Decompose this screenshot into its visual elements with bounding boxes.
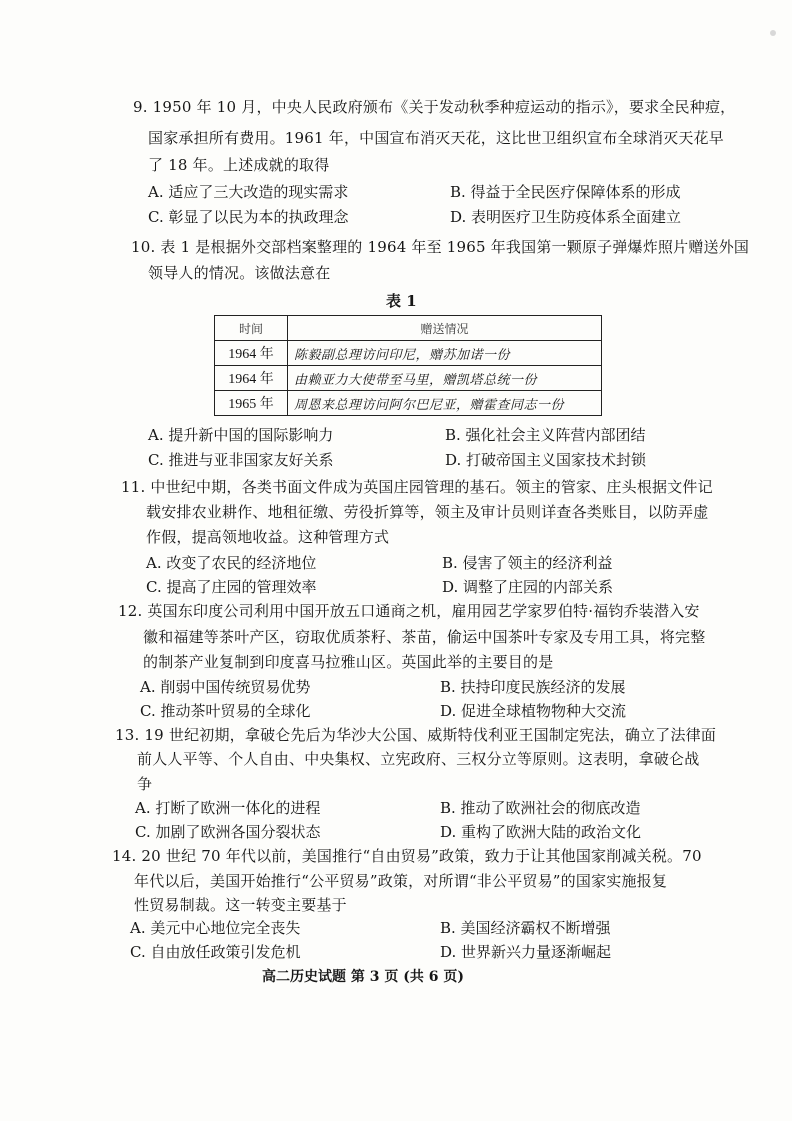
q13-line-1: 13. 19 世纪初期，拿破仑先后为华沙大公国、威斯特伐利亚王国制定宪法，确立了法律面 (115, 726, 717, 744)
q11-line-2: 载安排农业耕作、地租征缴、劳役折算等，领主及审计员则详查各类账目，以防弄虚 (146, 503, 709, 521)
q12-line-1: 12. 英国东印度公司利用中国开放五口通商之机，雇用园艺学家罗伯特·福钧乔装潜入安 (118, 602, 700, 620)
table-header-cell: 时间 (215, 316, 288, 341)
q12-option-b: B. 扶持印度民族经济的发展 (440, 678, 626, 696)
table-title: 表 1 (386, 292, 417, 310)
q10-option-d: D. 打破帝国主义国家技术封锁 (445, 451, 647, 469)
gift-table (214, 315, 602, 416)
q14-line-3: 性贸易制裁。这一转变主要基于 (134, 896, 347, 914)
q9-line-2: 国家承担所有费用。1961 年，中国宣布消灭天花，这比世卫组织宣布全球消灭天花早 (148, 129, 724, 147)
q10-option-c: C. 推进与亚非国家友好关系 (148, 451, 334, 469)
q12-option-a: A. 削弱中国传统贸易优势 (140, 678, 311, 696)
q9-line-3: 了 18 年。上述成就的取得 (148, 156, 330, 174)
table-row (215, 341, 602, 366)
q13-option-b: B. 推动了欧洲社会的彻底改造 (440, 799, 641, 817)
q13-option-c: C. 加剧了欧洲各国分裂状态 (135, 823, 321, 841)
q11-option-c: C. 提高了庄园的管理效率 (146, 578, 317, 596)
q13-option-a: A. 打断了欧洲一体化的进程 (135, 799, 321, 817)
q14-option-b: B. 美国经济霸权不断增强 (440, 919, 611, 937)
q12-line-3: 的制茶产业复制到印度喜马拉雅山区。英国此举的主要目的是 (143, 653, 554, 671)
q11-option-a: A. 改变了农民的经济地位 (146, 554, 317, 572)
q14-option-a: A. 美元中心地位完全丧失 (130, 919, 301, 937)
q14-line-1: 14. 20 世纪 70 年代以前，美国推行“自由贸易”政策，致力于让其他国家削减关税。70 (112, 847, 702, 865)
q9-option-d: D. 表明医疗卫生防疫体系全面建立 (450, 208, 682, 226)
q14-option-d: D. 世界新兴力量逐渐崛起 (440, 943, 612, 961)
table-cell-year: 1964 年 (215, 366, 288, 391)
q11-line-1: 11. 中世纪中期，各类书面文件成为英国庄园管理的基石。领主的管家、庄头根据文件记 (121, 478, 713, 496)
table-cell-detail: 陈毅副总理访问印尼，赠苏加诺一份 (288, 341, 602, 366)
q9-option-b: B. 得益于全民医疗保障体系的形成 (450, 183, 681, 201)
table-header-row (215, 316, 602, 341)
q12-option-c: C. 推动茶叶贸易的全球化 (140, 702, 311, 720)
table-cell-year: 1964 年 (215, 341, 288, 366)
q10-line-1: 10. 表 1 是根据外交部档案整理的 1964 年至 1965 年我国第一颗原子弹爆炸照片赠送外国 (131, 238, 750, 256)
q14-line-2: 年代以后，美国开始推行“公平贸易”政策，对所谓“非公平贸易”的国家实施报复 (134, 872, 668, 890)
q12-option-d: D. 促进全球植物物种大交流 (440, 702, 627, 720)
q9-option-c: C. 彰显了以民为本的执政理念 (148, 208, 349, 226)
table-row (215, 391, 602, 416)
q11-option-d: D. 调整了庄园的内部关系 (442, 578, 614, 596)
q10-option-b: B. 强化社会主义阵营内部团结 (445, 426, 646, 444)
table-row (215, 366, 602, 391)
q14-option-c: C. 自由放任政策引发危机 (130, 943, 301, 961)
table-cell-detail: 由赖亚力大使带至马里，赠凯塔总统一份 (288, 366, 602, 391)
table-header-cell: 赠送情况 (288, 316, 602, 341)
q9-line-1: 9. 1950 年 10 月，中央人民政府颁布《关于发动秋季种痘运动的指示》，要求全民种痘， (133, 98, 736, 116)
q11-option-b: B. 侵害了领主的经济利益 (442, 554, 613, 572)
page-footer: 高二历史试题 第 3 页 (共 6 页) (262, 969, 464, 985)
q13-line-3: 争 (137, 775, 153, 793)
scan-speck (770, 30, 776, 36)
table-cell-year: 1965 年 (215, 391, 288, 416)
q12-line-2: 徽和福建等茶叶产区，窃取优质茶籽、茶苗，偷运中国茶叶专家及专用工具，将完整 (143, 628, 706, 646)
q10-line-2: 领导人的情况。该做法意在 (148, 264, 331, 282)
q11-line-3: 作假，提高领地收益。这种管理方式 (146, 528, 390, 546)
q13-option-d: D. 重构了欧洲大陆的政治文化 (440, 823, 642, 841)
q13-line-2: 前人人平等、个人自由、中央集权、立宪政府、三权分立等原则。这表明，拿破仑战 (137, 750, 700, 768)
q10-option-a: A. 提升新中国的国际影响力 (148, 426, 334, 444)
q9-option-a: A. 适应了三大改造的现实需求 (148, 183, 349, 201)
table-cell-detail: 周恩来总理访问阿尔巴尼亚，赠霍查同志一份 (288, 391, 602, 416)
